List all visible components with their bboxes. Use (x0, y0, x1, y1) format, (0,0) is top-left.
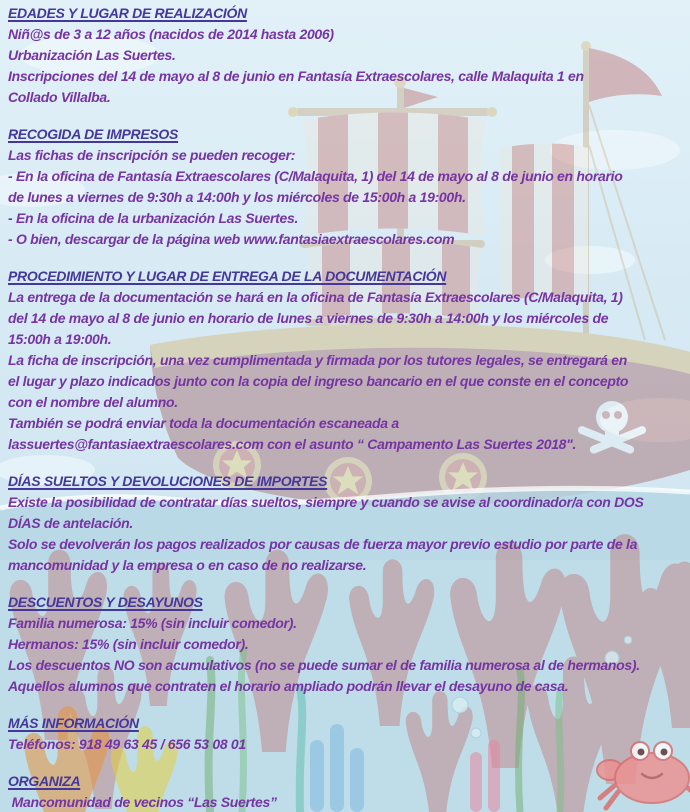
text-line: Inscripciones del 14 de mayo al 8 de junio en Fantasía Extraescolares, calle Malaquita 1 en (8, 68, 584, 84)
text-line: Teléfonos: 918 49 63 45 / 656 53 08 01 (8, 736, 246, 752)
text-line: 15:00h a 19:00h. (8, 331, 112, 347)
text-line: Hermanos: 15% (sin incluir comedor). (8, 636, 249, 652)
text-line: Niñ@s de 3 a 12 años (nacidos de 2014 hasta 2006) (8, 26, 334, 42)
section-dias-sueltos (8, 471, 690, 576)
text-line: - En la oficina de la urbanización Las Suertes. (8, 210, 299, 226)
text-line: Urbanización Las Suertes. (8, 47, 176, 63)
heading-descuentos: DESCUENTOS Y DESAYUNOS (8, 594, 203, 610)
text-line: Existe la posibilidad de contratar días sueltos, siempre y cuando se avise al coordinador/a con DOS (8, 494, 644, 510)
text-line: DÍAS de antelación. (8, 515, 133, 531)
section-edades (8, 3, 690, 108)
section-organiza (8, 771, 690, 812)
section-procedimiento (8, 266, 690, 455)
text-line: lassuertes@fantasiaextraescolares.com con el asunto “ Campamento Las Suertes 2018". (8, 436, 577, 452)
text-line: Collado Villalba. (8, 89, 111, 105)
text-line: También se podrá enviar toda la documentación escaneada a (8, 415, 399, 431)
heading-dias-sueltos: DÍAS SUELTOS Y DEVOLUCIONES DE IMPORTES (8, 473, 328, 489)
heading-edades: EDADES Y LUGAR DE REALIZACIÓN (8, 5, 247, 21)
text-line: de lunes a viernes de 9:30h a 14:00h y los miércoles de 15:00h a 19:00h. (8, 189, 466, 205)
section-descuentos (8, 592, 690, 697)
flyer-text (8, 3, 690, 812)
text-line: mancomunidad y la empresa o en caso de no realizarse. (8, 557, 367, 573)
text-line: Aquellos alumnos que contraten el horario ampliado podrán llevar el desayuno de casa. (8, 678, 569, 694)
text-line: el lugar y plazo indicados junto con la copia del ingreso bancario en el que conste en el concepto (8, 373, 629, 389)
heading-organiza: ORGANIZA (8, 773, 81, 789)
text-line: - O bien, descargar de la página web www.fantasiaextraescolares.com (8, 231, 455, 247)
heading-recogida: RECOGIDA DE IMPRESOS (8, 126, 179, 142)
text-line: del 14 de mayo al 8 de junio en horario de lunes a viernes de 9:30h a 14:00h y los miércoles de (8, 310, 609, 326)
text-line: La ficha de inscripción, una vez cumplimentada y firmada por los tutores legales, se entregará en (8, 352, 627, 368)
text-line: Los descuentos NO son acumulativos (no se puede sumar el de familia numerosa al de hermanos). (8, 657, 640, 673)
section-mas-informacion (8, 713, 690, 755)
text-line: Solo se devolverán los pagos realizados por causas de fuerza mayor previo estudio por parte de la (8, 536, 638, 552)
text-line: Familia numerosa: 15% (sin incluir comedor). (8, 615, 297, 631)
text-line: Mancomunidad de vecinos “Las Suertes” (8, 794, 277, 810)
section-recogida (8, 124, 690, 250)
text-line: Las fichas de inscripción se pueden recoger: (8, 147, 296, 163)
text-line: La entrega de la documentación se hará en la oficina de Fantasía Extraescolares (C/Malaquita, 1) (8, 289, 623, 305)
text-line: - En la oficina de Fantasía Extraescolares (C/Malaquita, 1) del 14 de mayo al 8 de junio en horario (8, 168, 623, 184)
heading-procedimiento: PROCEDIMIENTO Y LUGAR DE ENTREGA DE LA DOCUMENTACIÓN (8, 268, 447, 284)
heading-mas-informacion: MÁS INFORMACIÓN (8, 715, 139, 731)
text-line: con el nombre del alumno. (8, 394, 178, 410)
